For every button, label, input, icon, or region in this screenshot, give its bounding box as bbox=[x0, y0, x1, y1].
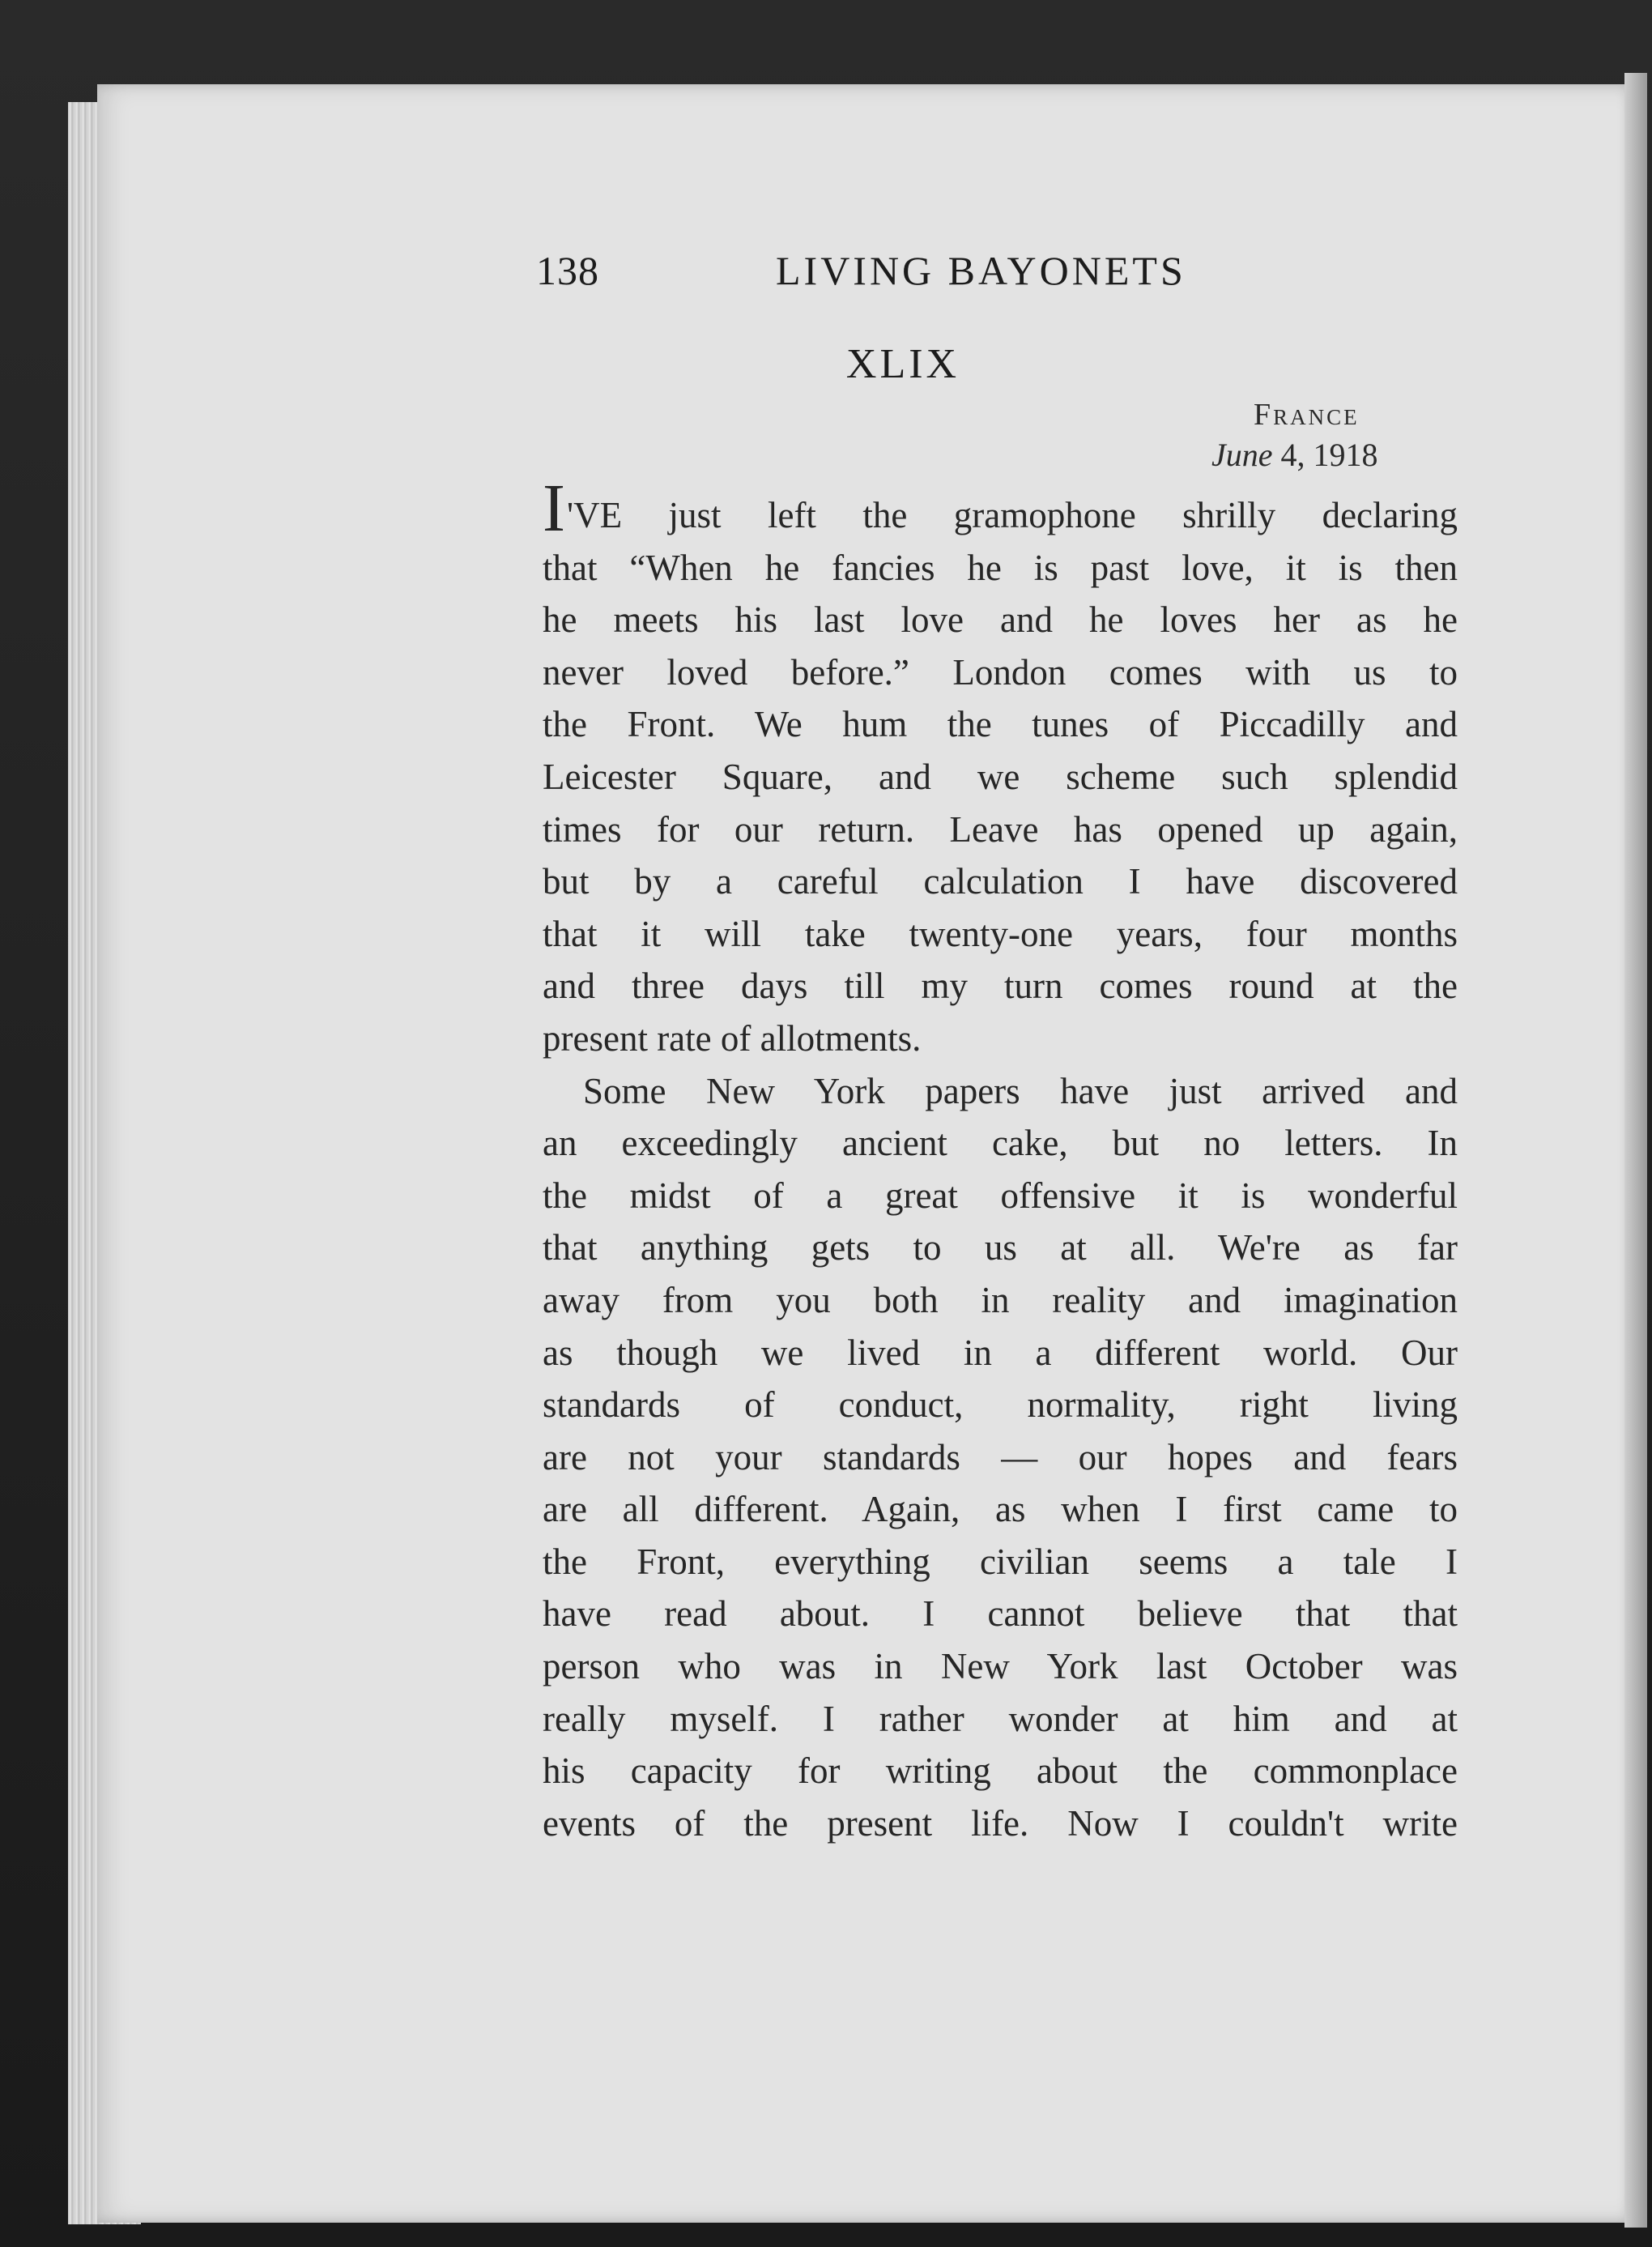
text-line: that anything gets to us at all. We're as far bbox=[543, 1227, 1458, 1268]
body-text bbox=[543, 471, 1458, 1849]
text-line: as though we lived in a different world. Our bbox=[543, 1332, 1458, 1373]
text-line: events of the present life. Now I couldn't write bbox=[543, 1802, 1458, 1844]
text-line: but by a careful calculation I have discovered bbox=[543, 861, 1458, 902]
dateline-date bbox=[1211, 436, 1378, 474]
text-line: standards of conduct, normality, right living bbox=[543, 1384, 1458, 1426]
text-line-content: 'VE just left the gramophone shrilly declaring bbox=[566, 495, 1458, 535]
text-line: the Front. We hum the tunes of Piccadilly and bbox=[543, 704, 1458, 745]
text-line: his capacity for writing about the commonplace bbox=[543, 1750, 1458, 1792]
paragraph bbox=[543, 1065, 1458, 1850]
running-header bbox=[536, 247, 1386, 304]
text-line: have read about. I cannot believe that that bbox=[543, 1593, 1458, 1635]
text-line: he meets his last love and he loves her as he bbox=[543, 599, 1458, 641]
text-line: never loved before.” London comes with us to bbox=[543, 651, 1458, 693]
drop-cap: I bbox=[543, 471, 565, 546]
text-line: that “When he fancies he is past love, it is then bbox=[543, 547, 1458, 588]
page-right-edge bbox=[1624, 73, 1647, 2228]
dateline-place: France bbox=[1254, 398, 1360, 432]
chapter-number: XLIX bbox=[845, 341, 960, 387]
running-title: LIVING BAYONETS bbox=[776, 248, 1186, 293]
page-number: 138 bbox=[536, 248, 599, 293]
text-line bbox=[543, 471, 1458, 546]
text-line: and three days till my turn comes round at the bbox=[543, 966, 1458, 1007]
text-line: the Front, everything civilian seems a tale I bbox=[543, 1541, 1458, 1582]
text-line: are all different. Again, as when I first came to bbox=[543, 1489, 1458, 1530]
dateline-month: June bbox=[1211, 437, 1273, 473]
text-line: that it will take twenty-one years, four months bbox=[543, 913, 1458, 954]
text-line: really myself. I rather wonder at him and at bbox=[543, 1698, 1458, 1739]
text-line: an exceedingly ancient cake, but no letters. In bbox=[543, 1123, 1458, 1164]
text-line: Some New York papers have just arrived and bbox=[583, 1070, 1458, 1111]
dateline-day-year: 4, 1918 bbox=[1280, 437, 1378, 473]
text-line: times for our return. Leave has opened up again, bbox=[543, 808, 1458, 850]
text-line: present rate of allotments. bbox=[543, 1017, 922, 1059]
text-line: the midst of a great offensive it is wonderful bbox=[543, 1175, 1458, 1216]
text-line: Leicester Square, and we scheme such splendid bbox=[543, 756, 1458, 797]
paragraph bbox=[543, 471, 1458, 1065]
text-line: away from you both in reality and imagination bbox=[543, 1279, 1458, 1320]
text-line: person who was in New York last October was bbox=[543, 1646, 1458, 1687]
text-line: are not your standards — our hopes and fears bbox=[543, 1436, 1458, 1477]
